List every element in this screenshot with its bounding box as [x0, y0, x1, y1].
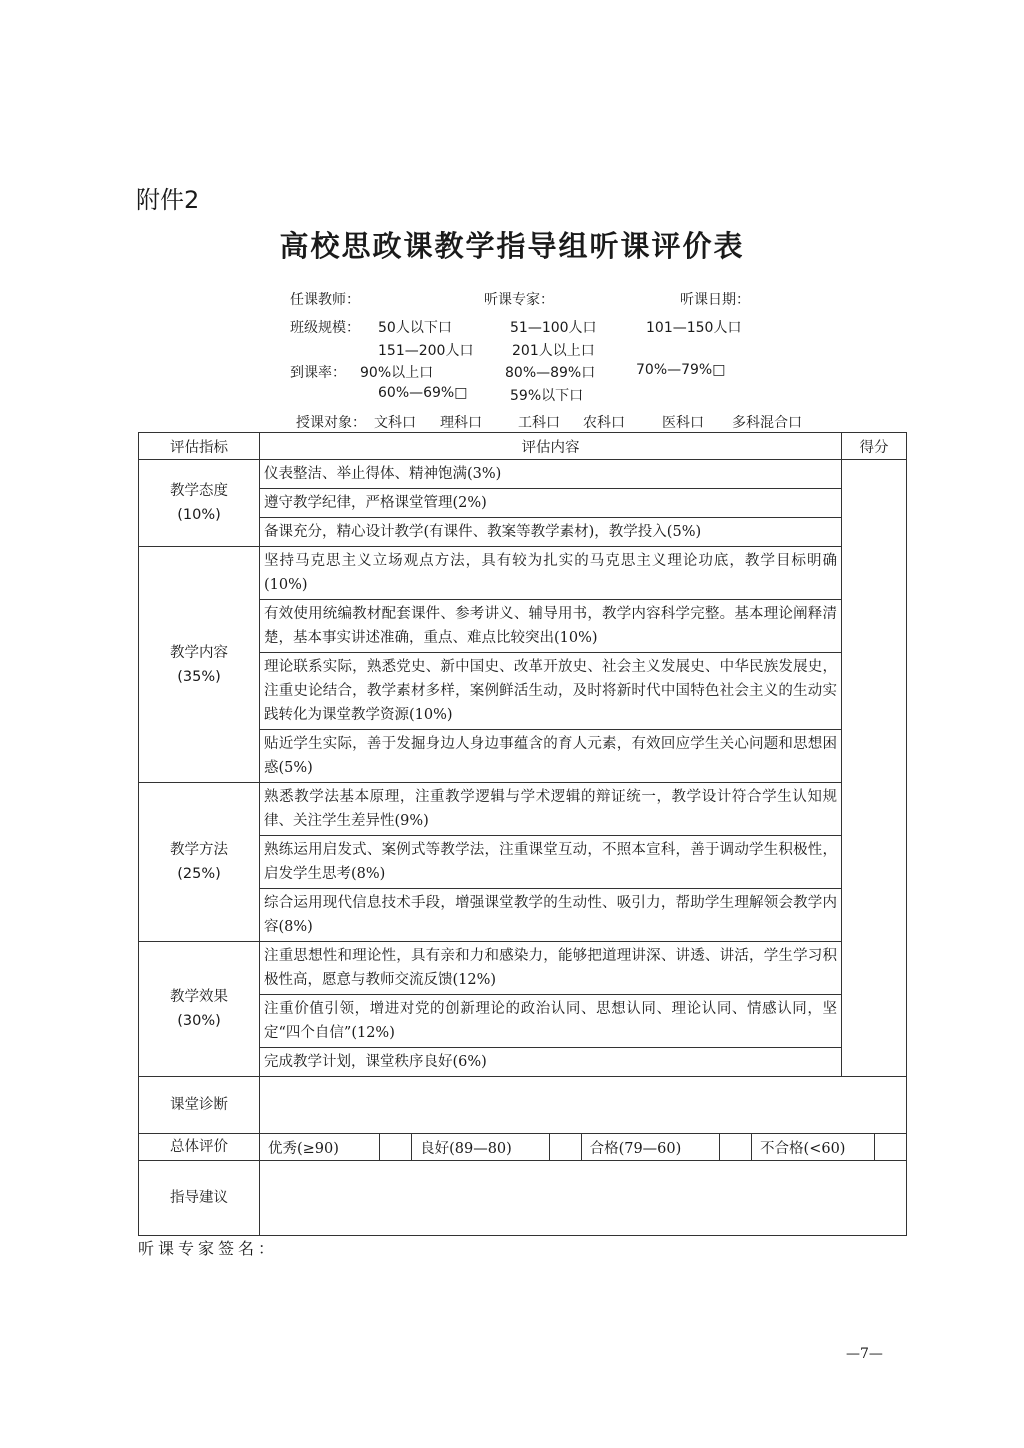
indicator-content: [139, 547, 260, 783]
class-size-option[interactable]: 101—150人口: [646, 320, 742, 336]
rating-option-fail: 不合格(<60): [752, 1134, 875, 1160]
audience-option[interactable]: 文科口: [374, 415, 416, 431]
criterion: 坚持马克思主义立场观点方法，具有较为扎实的马克思主义理论功底，教学目标明确(10%): [260, 547, 842, 600]
score-cell[interactable]: [842, 460, 907, 1077]
rating-option-excellent: 优秀(≥90): [260, 1134, 380, 1160]
rating-options: [260, 1134, 907, 1161]
class-size-option[interactable]: 201人以上口: [512, 343, 595, 359]
indicator-weight: (25%): [177, 866, 221, 882]
diagnosis-row: [139, 1077, 907, 1134]
evaluation-table: [138, 432, 907, 1236]
advice-label: 指导建议: [139, 1161, 260, 1236]
class-size-label: 班级规模：: [290, 320, 360, 336]
audience-option[interactable]: 医科口: [662, 415, 704, 431]
attendance-label: 到课率：: [290, 365, 346, 381]
rating-checkbox[interactable]: [550, 1134, 582, 1160]
table-row: [139, 942, 907, 995]
class-size-option[interactable]: 51—100人口: [510, 320, 597, 336]
table-row: [139, 547, 907, 600]
criterion: 熟悉教学法基本原理，注重教学逻辑与学术逻辑的辩证统一，教学设计符合学生认知规律、关注学生差异性(9%): [260, 783, 842, 836]
indicator-name: 教学方法: [170, 842, 228, 858]
attendance-option[interactable]: 60%—69%□: [378, 385, 468, 401]
rating-checkbox[interactable]: [875, 1134, 906, 1160]
indicator-weight: (10%): [177, 507, 221, 523]
criterion: 理论联系实际，熟悉党史、新中国史、改革开放史、社会主义发展史、中华民族发展史，注重史论结合，教学素材多样，案例鲜活生动，及时将新时代中国特色社会主义的生动实践转化为课堂教学资源(10%): [260, 653, 842, 730]
rating-option-pass: 合格(79—60): [582, 1134, 721, 1160]
diagnosis-label: 课堂诊断: [139, 1077, 260, 1134]
indicator-name: 教学态度: [170, 483, 228, 499]
audience-option[interactable]: 多科混合口: [732, 415, 802, 431]
attendance-option[interactable]: 90%以上口: [360, 365, 434, 381]
signature-label: 听课专家签名：: [138, 1239, 279, 1258]
page-number: —7—: [846, 1346, 883, 1362]
expert-field: 听课专家：: [484, 292, 554, 308]
audience-option[interactable]: 工科口: [518, 415, 560, 431]
rating-checkbox[interactable]: [720, 1134, 752, 1160]
overall-label: 总体评价: [139, 1134, 260, 1161]
advice-input[interactable]: [260, 1161, 907, 1236]
table-row: [139, 460, 907, 489]
indicator-name: 教学效果: [170, 989, 228, 1005]
indicator-effect: [139, 942, 260, 1077]
rating-checkbox[interactable]: [380, 1134, 412, 1160]
indicator-attitude: [139, 460, 260, 547]
audience-label: 授课对象：: [296, 415, 366, 431]
criterion: 贴近学生实际，善于发掘身边人身边事蕴含的育人元素，有效回应学生关心问题和思想困惑(5%): [260, 730, 842, 783]
attendance-option[interactable]: 59%以下口: [510, 388, 584, 404]
table-row: [139, 783, 907, 836]
overall-row: [139, 1134, 907, 1161]
header-score: 得分: [842, 433, 907, 460]
indicator-weight: (35%): [177, 668, 221, 685]
criterion: 注重思想性和理论性，具有亲和力和感染力，能够把道理讲深、讲透、讲活，学生学习积极性高，愿意与教师交流反馈(12%): [260, 942, 842, 995]
header-indicator: 评估指标: [139, 433, 260, 460]
criterion: 熟练运用启发式、案例式等教学法，注重课堂互动，不照本宣科，善于调动学生积极性，启发学生思考(8%): [260, 836, 842, 889]
indicator-weight: (30%): [177, 1013, 221, 1029]
diagnosis-input[interactable]: [260, 1077, 907, 1134]
audience-option[interactable]: 理科口: [440, 415, 482, 431]
attendance-option[interactable]: 70%—79%□: [636, 362, 726, 378]
header-content: 评估内容: [260, 433, 842, 460]
criterion: 注重价值引领，增进对党的创新理论的政治认同、思想认同、理论认同、情感认同，坚定“四个自信”(12%): [260, 995, 842, 1048]
teacher-field: 任课教师：: [290, 292, 360, 308]
class-size-option[interactable]: 50人以下口: [378, 320, 452, 336]
criterion: 遵守教学纪律，严格课堂管理(2%): [260, 489, 842, 518]
table-header-row: [139, 433, 907, 460]
attendance-option[interactable]: 80%—89%口: [505, 365, 596, 381]
rating-option-good: 良好(89—80): [412, 1134, 550, 1160]
criterion: 仪表整洁、举止得体、精神饱满(3%): [260, 460, 842, 489]
criterion: 综合运用现代信息技术手段，增强课堂教学的生动性、吸引力，帮助学生理解领会教学内容(8%): [260, 889, 842, 942]
indicator-name: 教学内容: [170, 644, 228, 661]
criterion: 备课充分，精心设计教学(有课件、教案等教学素材)，教学投入(5%): [260, 518, 842, 547]
date-field: 听课日期：: [680, 292, 750, 308]
audience-option[interactable]: 农科口: [583, 415, 625, 431]
class-size-option[interactable]: 151—200人口: [378, 343, 474, 359]
attachment-label: 附件2: [136, 186, 200, 214]
form-title: 高校思政课教学指导组听课评价表: [279, 229, 745, 263]
advice-row: [139, 1161, 907, 1236]
criterion: 完成教学计划，课堂秩序良好(6%): [260, 1048, 842, 1077]
criterion: 有效使用统编教材配套课件、参考讲义、辅导用书，教学内容科学完整。基本理论阐释清楚，基本事实讲述准确，重点、难点比较突出(10%): [260, 600, 842, 653]
indicator-method: [139, 783, 260, 942]
